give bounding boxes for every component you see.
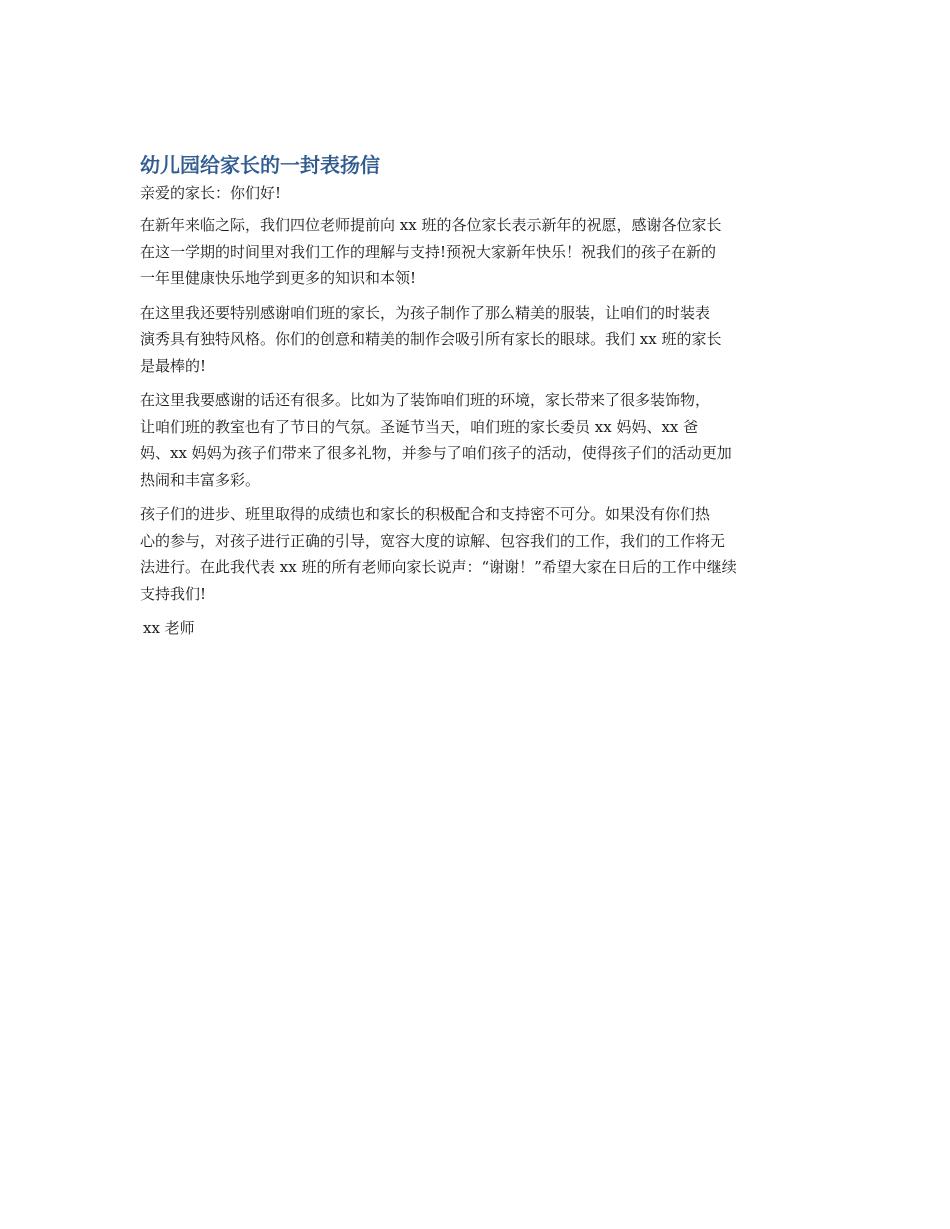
paragraph-line: 热闹和丰富多彩。: [140, 470, 261, 489]
paragraph-line: 妈、xx 妈妈为孩子们带来了很多礼物，并参与了咱们孩子的活动，使得孩子们的活动更加: [140, 444, 732, 462]
greeting: 亲爱的家长：你们好!: [140, 184, 282, 202]
paragraph-line: 支持我们!: [140, 584, 207, 603]
paragraph-line: 孩子们的进步、班里取得的成绩也和家长的积极配合和支持密不可分。如果没有你们热: [140, 505, 711, 523]
paragraph-line: 法进行。在此我代表 xx 班的所有老师向家长说声：“谢谢！”希望大家在日后的工作中继续: [140, 558, 737, 576]
signature: xx 老师: [143, 619, 195, 637]
paragraph-line: 心的参与，对孩子进行正确的引导，宽容大度的谅解、包容我们的工作，我们的工作将无: [140, 531, 726, 550]
paragraph-line: 在这里我要感谢的话还有很多。比如为了装饰咱们班的环境，家长带来了很多装饰物，: [140, 391, 711, 409]
paragraph-line: 在这一学期的时间里对我们工作的理解与支持!预祝大家新年快乐！祝我们的孩子在新的: [140, 242, 717, 261]
paragraph-line: 一年里健康快乐地学到更多的知识和本领!: [140, 269, 417, 287]
document-title: 幼儿园给家长的一封表扬信: [140, 153, 380, 177]
paragraph-line: 让咱们班的教室也有了节日的气氛。圣诞节当天，咱们班的家长委员 xx 妈妈、xx 爸: [140, 417, 699, 436]
paragraph-1: [140, 212, 812, 292]
paragraph-line: 在这里我还要特别感谢咱们班的家长，为孩子制作了那么精美的服装，让咱们的时装表: [140, 303, 711, 322]
paragraph-line: 是最棒的!: [140, 356, 207, 375]
paragraph-line: 演秀具有独特风格。你们的创意和精美的制作会吸引所有家长的眼球。我们 xx 班的家长: [140, 330, 722, 348]
paragraph-4: [140, 501, 812, 607]
paragraph-3: [140, 387, 812, 493]
paragraph-line: 在新年来临之际，我们四位老师提前向 xx 班的各位家长表示新年的祝愿，感谢各位家长: [140, 216, 722, 234]
document-page: [140, 150, 812, 641]
paragraph-2: [140, 300, 812, 380]
